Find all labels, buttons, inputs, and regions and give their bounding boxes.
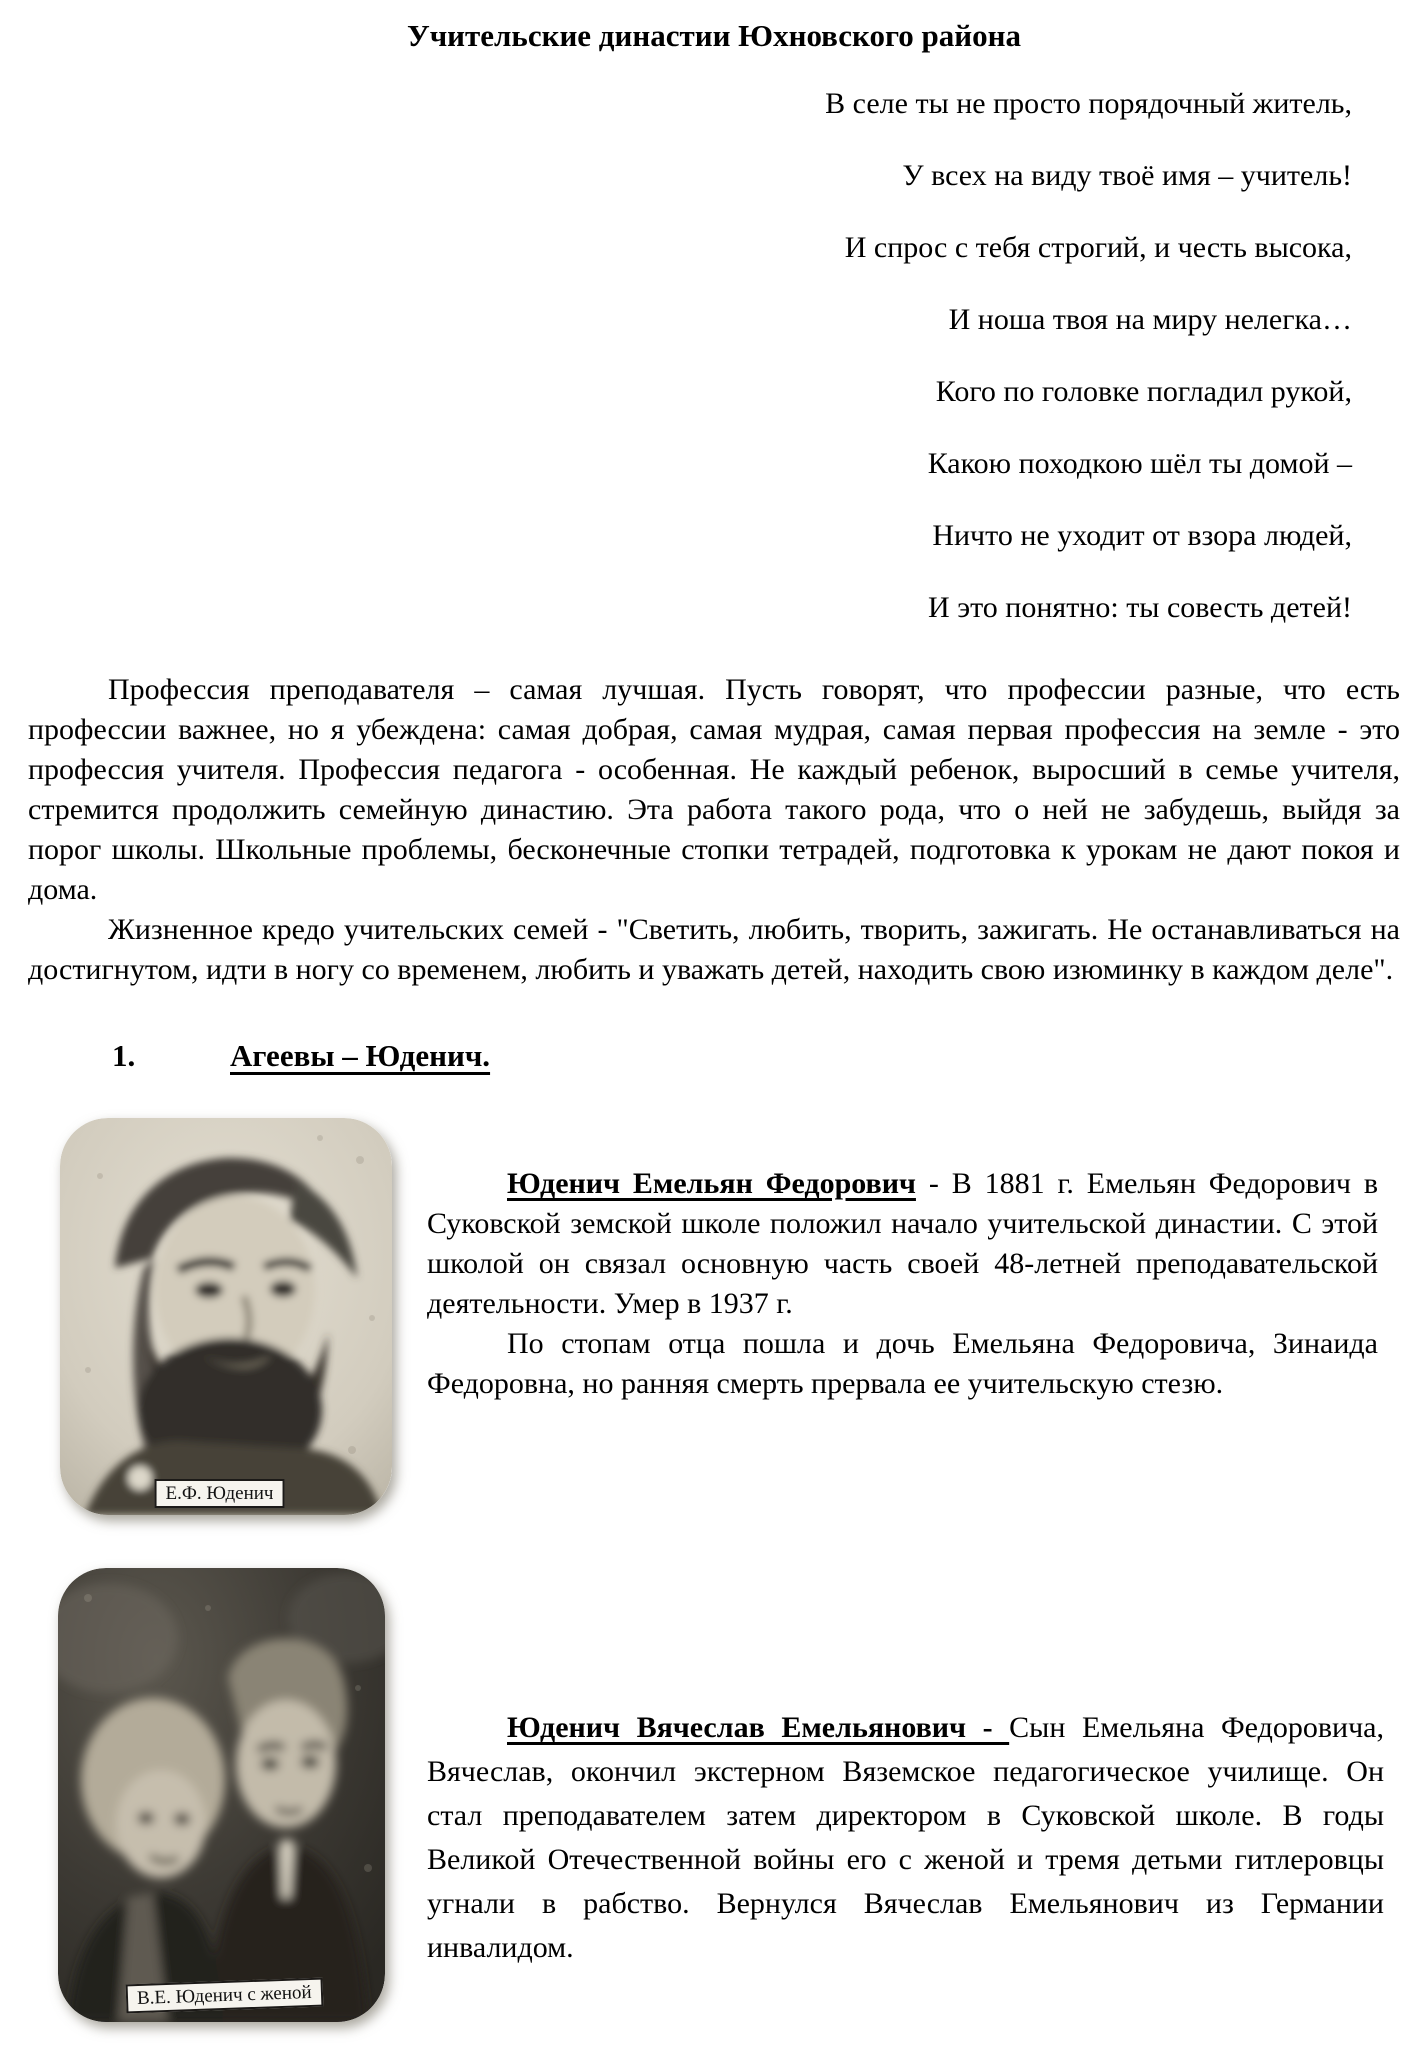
- intro-paragraph-1: Профессия преподавателя – самая лучшая. Пусть говорят, что профессии разные, что есть профессии важнее, но я убеждена: самая добрая, самая мудрая, самая первая профессия на земле - это профессия учителя. Профессия педагога - особенная. Не каждый ребенок, выросший в семье учителя, стремится продолжить семейную династию. Эта работа такого рода, что о ней не забудешь, выйдя за порог школы. Школьные проблемы, бесконечные стопки тетрадей, подготовка к урокам не дают покоя и дома.: [28, 673, 1400, 906]
- bio-text: В 1881 г. Емельян Федорович в Суковской земской школе положил начало учительской династии. С этой школой он связал основную часть своей 48-летней преподавательской деятельности. Умер в 1937 г.: [427, 1167, 1378, 1320]
- name-separator: -: [915, 1167, 952, 1200]
- document-title: Учительские династии Юхновского района: [406, 18, 1022, 53]
- poem-line: Кого по головке погладил рукой,: [935, 375, 1352, 408]
- poem-line: И спрос с тебя строгий, и честь высока,: [844, 231, 1352, 264]
- section-heading: [28, 1034, 1400, 1078]
- photo-vyacheslav-yudenich: [58, 1568, 385, 2022]
- poem-line: И ноша твоя на миру нелегка…: [948, 303, 1352, 336]
- bio-paragraph: По стопам отца пошла и дочь Емельяна Федоровича, Зинаида Федоровна, но ранняя смерть прервала ее учительскую стезю.: [427, 1327, 1378, 1400]
- poem-line: В селе ты не просто порядочный житель,: [825, 87, 1352, 120]
- poem: [28, 68, 1400, 644]
- person-name: Юденич Емельян Федорович: [507, 1167, 916, 1200]
- person-name: Юденич Вячеслав Емельянович -: [507, 1711, 1010, 1744]
- portrait-bearded-man-image: [60, 1118, 392, 1515]
- intro-section: [28, 670, 1400, 990]
- photo-caption-label: Е.Ф. Юденич: [155, 1479, 285, 1508]
- photo-caption-label: В.Е. Юденич с женой: [126, 1978, 324, 2014]
- bio-emelyan-text: [427, 1164, 1378, 1404]
- photo-emelyan-yudenich: [60, 1118, 392, 1515]
- section-title: Агеевы – Юденич.: [230, 1038, 491, 1073]
- bio-vyacheslav-text: [427, 1706, 1384, 1970]
- section-number: 1.: [112, 1038, 136, 1073]
- poem-line: И это понятно: ты совесть детей!: [928, 591, 1352, 624]
- bio-text: Сын Емельяна Федоровича, Вячеслав, окончил экстерном Вяземское педагогическое училище. Он стал преподавателем затем директором в Суковской школе. В годы Великой Отечественной войны его с женой и тремя детьми гитлеровцы угнали в рабство. Вернулся Вячеслав Емельянович из Германии инвалидом.: [427, 1711, 1384, 1964]
- intro-paragraph-2: Жизненное кредо учительских семей - "Светить, любить, творить, зажигать. Не останавливаться на достигнутом, идти в ногу со временем, любить и уважать детей, находить свою изюминку в каждом деле".: [28, 913, 1400, 986]
- bio-paragraph: [427, 1164, 1378, 1324]
- document-content: [0, 16, 1427, 1078]
- poem-line: Ничто не уходит от взора людей,: [932, 519, 1352, 552]
- couple-photo-image: [58, 1568, 385, 2022]
- poem-line: Какою походкою шёл ты домой –: [927, 447, 1352, 480]
- bio-paragraph: [427, 1706, 1384, 1970]
- poem-line: У всех на виду твоё имя – учитель!: [902, 159, 1352, 192]
